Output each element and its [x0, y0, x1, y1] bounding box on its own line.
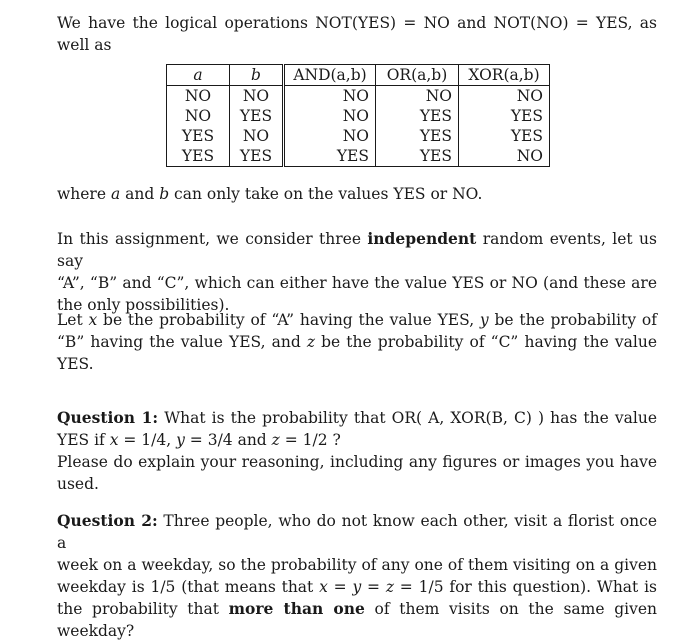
cell-and: NO: [284, 126, 376, 146]
var-y: y: [176, 431, 185, 449]
cell-a: YES: [181, 147, 215, 165]
q2-l3-d: = 1/5 for this question). What is: [394, 578, 657, 596]
header-xor: XOR(a,b): [459, 65, 550, 86]
q1-l2-c: = 3/4 and: [184, 431, 272, 449]
q2-l3-b: =: [327, 578, 353, 596]
cell-and: NO: [284, 86, 376, 107]
cell-xor: YES: [459, 126, 550, 146]
assignment-l1-pre: In this assignment, we consider three: [57, 230, 368, 248]
q2-line-4: [57, 598, 657, 642]
q1-l1-text: What is the probability that OR( A, XOR(B, C) ) has the value: [158, 409, 657, 427]
cell-a: YES: [181, 127, 215, 145]
prob-l1-b: be the probability of “A” having the value YES,: [97, 311, 480, 329]
q1-label: Question 1:: [57, 408, 159, 427]
header-a: a: [167, 65, 230, 86]
table-row: [167, 126, 550, 146]
header-and: AND(a,b): [284, 65, 376, 86]
cell-or: YES: [376, 106, 459, 126]
intro-line-1: We have the logical operations NOT(YES) = NO and NOT(NO) = YES, as: [57, 14, 657, 32]
independent-term: independent: [367, 229, 477, 248]
q1-l2-b: = 1/4,: [118, 431, 177, 449]
prob-line-1: [57, 309, 657, 331]
var-x: x: [319, 578, 328, 596]
prob-line-2: [57, 331, 657, 353]
q2-label: Question 2:: [57, 511, 158, 530]
table-row: [167, 146, 550, 167]
assignment-l1-post: random events, let us say: [57, 230, 657, 270]
q2-line-2: week on a weekday, so the probability of any one of them visiting on a given: [57, 556, 657, 574]
q2-l3-c: =: [361, 578, 386, 596]
more-than-one-term: more than one: [228, 599, 365, 618]
q2-l3-a: weekday is 1/5 (that means that: [57, 578, 320, 596]
var-z: z: [385, 578, 394, 596]
intro-paragraph: [57, 12, 657, 56]
var-y: y: [352, 578, 362, 596]
var-y: y: [479, 311, 489, 329]
where-pre: where: [57, 185, 111, 203]
prob-l1-c: be the probability of: [488, 311, 657, 329]
question-2: [57, 510, 657, 642]
var-b: b: [159, 185, 170, 203]
where-line: [57, 183, 657, 205]
var-z: z: [271, 431, 280, 449]
cell-b: YES: [230, 146, 284, 167]
assignment-line-2: “A”, “B” and “C”, which can either have the value YES or NO (and these are: [57, 274, 657, 292]
q2-line-1: [57, 510, 657, 554]
var-z: z: [306, 333, 316, 351]
assignment-line-1: [57, 228, 657, 272]
prob-line-3: YES.: [57, 355, 94, 373]
cell-xor: YES: [459, 106, 550, 126]
cell-or: YES: [376, 146, 459, 167]
cell-a: NO: [184, 87, 212, 105]
cell-and: NO: [284, 106, 376, 126]
cell-b: NO: [230, 126, 284, 146]
prob-l2-b: be the probability of “C” having the value: [315, 333, 657, 351]
table-row: [167, 106, 550, 126]
truth-table: [166, 64, 550, 167]
var-x: x: [109, 431, 119, 449]
cell-b: NO: [230, 86, 284, 107]
prob-l2-a: “B” having the value YES, and: [57, 333, 307, 351]
cell-xor: NO: [459, 146, 550, 167]
cell-or: NO: [376, 86, 459, 107]
table-header-row: [167, 65, 550, 86]
q1-l2-d: = 1/2 ?: [279, 431, 341, 449]
where-sentence: [57, 183, 657, 205]
cell-b: YES: [230, 106, 284, 126]
q1-line-3: Please do explain your reasoning, including any figures or images you have used.: [57, 453, 657, 493]
table-row: [167, 86, 550, 107]
where-mid: and: [120, 185, 160, 203]
assignment-line-3: the only possibilities).: [57, 296, 230, 314]
cell-xor: NO: [459, 86, 550, 107]
q1-line-2: [57, 429, 657, 451]
header-or: OR(a,b): [376, 65, 459, 86]
header-b: b: [230, 65, 284, 86]
cell-a: NO: [184, 107, 212, 125]
prob-l1-a: Let: [57, 311, 89, 329]
q1-line-1: [57, 407, 657, 429]
q2-l4-a: the probability that: [57, 600, 229, 618]
q2-l4-b: of them visits on the same given weekday?: [57, 600, 657, 640]
assignment-paragraph: [57, 228, 657, 316]
q2-line-3: [57, 576, 657, 598]
cell-or: YES: [376, 126, 459, 146]
q2-l1-text: Three people, who do not know each other, visit a florist once a: [57, 512, 657, 552]
var-x: x: [88, 311, 98, 329]
intro-line-2: well as: [57, 36, 112, 54]
where-post: can only take on the values YES or NO.: [169, 185, 483, 203]
probabilities-paragraph: [57, 309, 657, 375]
question-1: [57, 407, 657, 495]
var-a: a: [110, 185, 121, 203]
q1-l2-a: YES if: [57, 431, 110, 449]
cell-and: YES: [284, 146, 376, 167]
